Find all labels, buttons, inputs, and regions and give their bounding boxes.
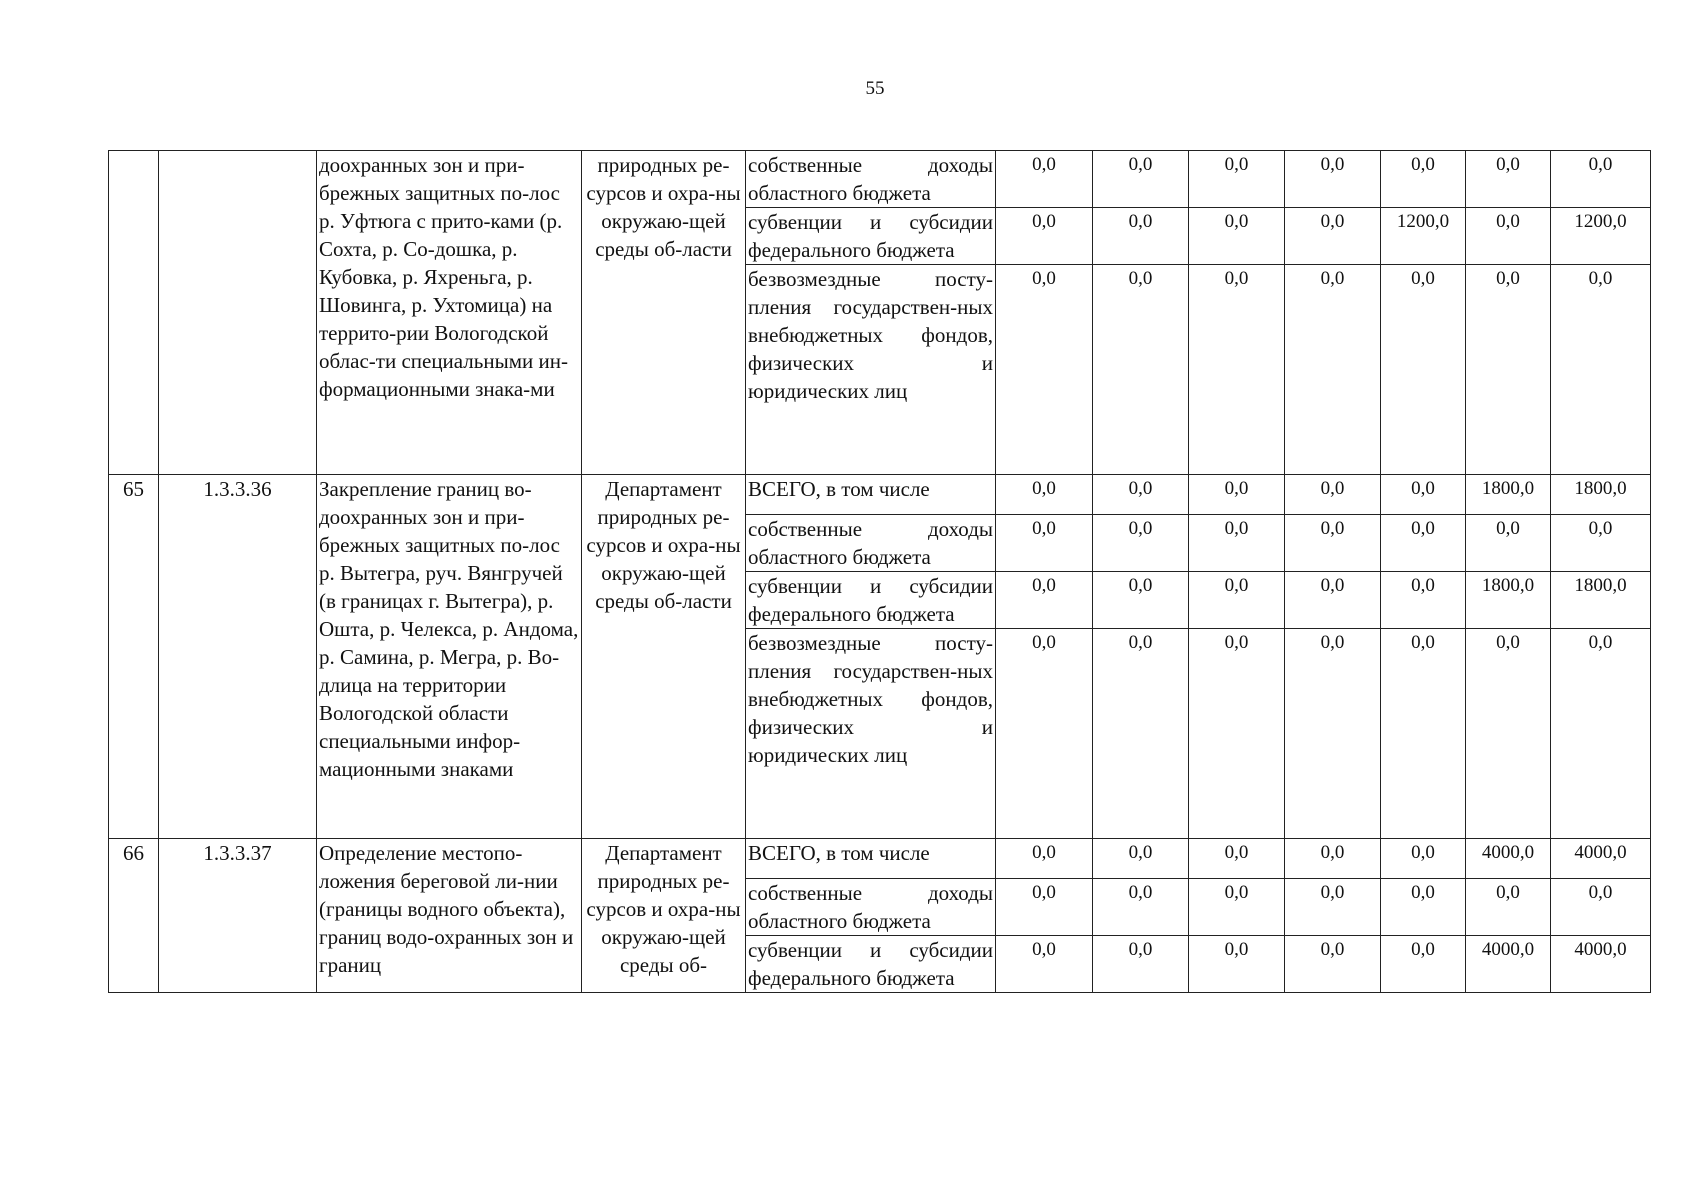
value-cell: 0,0 bbox=[996, 936, 1093, 993]
value-cell: 0,0 bbox=[1381, 151, 1466, 208]
value-cell: 1800,0 bbox=[1466, 475, 1551, 515]
responsible-department: Департамент природных ре-сурсов и охра-ны окружаю-щей среды об-ласти bbox=[582, 475, 746, 839]
value-cell: 0,0 bbox=[1551, 265, 1651, 475]
table-row bbox=[109, 475, 1651, 515]
value-cell: 0,0 bbox=[1285, 879, 1381, 936]
value-cell: 0,0 bbox=[1381, 629, 1466, 839]
value-cell: 1200,0 bbox=[1551, 208, 1651, 265]
value-cell: 0,0 bbox=[1189, 208, 1285, 265]
value-cell: 0,0 bbox=[996, 629, 1093, 839]
responsible-department: Департамент природных ре-сурсов и охра-ны окружаю-щей среды об- bbox=[582, 839, 746, 993]
value-cell: 0,0 bbox=[1381, 572, 1466, 629]
value-cell: 0,0 bbox=[1381, 879, 1466, 936]
responsible-department: природных ре-сурсов и охра-ны окружаю-щей среды об-ласти bbox=[582, 151, 746, 475]
activity-name: Определение местопо-ложения береговой ли-нии (границы водного объекта), границ водо-охранных зон и границ bbox=[317, 839, 582, 993]
value-cell: 0,0 bbox=[1466, 151, 1551, 208]
value-cell: 0,0 bbox=[1093, 208, 1189, 265]
value-cell: 0,0 bbox=[996, 839, 1093, 879]
value-cell: 1200,0 bbox=[1381, 208, 1466, 265]
value-cell: 0,0 bbox=[1466, 265, 1551, 475]
funding-source: ВСЕГО, в том числе bbox=[746, 475, 996, 515]
value-cell: 0,0 bbox=[1466, 879, 1551, 936]
value-cell: 4000,0 bbox=[1466, 839, 1551, 879]
activity-name: Закрепление границ во-доохранных зон и при-брежных защитных по-лос р. Вытегра, руч. Вянгручей (в границах г. Вытегра), р. Ошта, р. Челекса, р. Андома, р. Самина, р. Мегра, р. Во-длица на территории Вологодской области специальными инфор-мационными знаками bbox=[317, 475, 582, 839]
funding-source: безвозмездные посту-пления государствен-ных внебюджетных фондов, физических и юридических лиц bbox=[746, 265, 996, 475]
value-cell: 0,0 bbox=[1093, 879, 1189, 936]
value-cell: 0,0 bbox=[996, 475, 1093, 515]
value-cell: 0,0 bbox=[1551, 151, 1651, 208]
value-cell: 1800,0 bbox=[1551, 475, 1651, 515]
value-cell: 0,0 bbox=[1093, 936, 1189, 993]
activity-name: доохранных зон и при-брежных защитных по-лос р. Уфтюга с прито-ками (р. Сохта, р. Со-дошка, р. Кубовка, р. Яхреньга, р. Шовинга, р. Ухтомица) на террито-рии Вологодской облас-ти специальными ин-формационными знака-ми bbox=[317, 151, 582, 475]
value-cell: 0,0 bbox=[996, 879, 1093, 936]
funding-source: собственные доходы областного бюджета bbox=[746, 879, 996, 936]
value-cell: 0,0 bbox=[1285, 839, 1381, 879]
funding-source: субвенции и субсидии федерального бюджета bbox=[746, 936, 996, 993]
value-cell: 0,0 bbox=[1189, 265, 1285, 475]
value-cell: 0,0 bbox=[1285, 629, 1381, 839]
value-cell: 0,0 bbox=[1285, 572, 1381, 629]
funding-source: собственные доходы областного бюджета bbox=[746, 151, 996, 208]
value-cell: 0,0 bbox=[1381, 936, 1466, 993]
value-cell: 4000,0 bbox=[1551, 839, 1651, 879]
value-cell: 0,0 bbox=[1189, 151, 1285, 208]
funding-source: безвозмездные посту-пления государствен-ных внебюджетных фондов, физических и юридических лиц bbox=[746, 629, 996, 839]
value-cell: 0,0 bbox=[1285, 936, 1381, 993]
funding-source: собственные доходы областного бюджета bbox=[746, 515, 996, 572]
row-code bbox=[159, 151, 317, 475]
table-row bbox=[109, 151, 1651, 208]
row-number: 65 bbox=[109, 475, 159, 839]
value-cell: 0,0 bbox=[1551, 515, 1651, 572]
value-cell: 0,0 bbox=[1189, 515, 1285, 572]
value-cell: 4000,0 bbox=[1466, 936, 1551, 993]
value-cell: 0,0 bbox=[1466, 515, 1551, 572]
value-cell: 0,0 bbox=[1093, 572, 1189, 629]
value-cell: 0,0 bbox=[1093, 839, 1189, 879]
value-cell: 0,0 bbox=[996, 151, 1093, 208]
value-cell: 0,0 bbox=[1189, 572, 1285, 629]
row-number bbox=[109, 151, 159, 475]
value-cell: 0,0 bbox=[1093, 475, 1189, 515]
value-cell: 0,0 bbox=[1093, 265, 1189, 475]
value-cell: 0,0 bbox=[1551, 879, 1651, 936]
value-cell: 4000,0 bbox=[1551, 936, 1651, 993]
value-cell: 0,0 bbox=[1381, 475, 1466, 515]
value-cell: 1800,0 bbox=[1551, 572, 1651, 629]
value-cell: 0,0 bbox=[1285, 265, 1381, 475]
value-cell: 0,0 bbox=[1381, 265, 1466, 475]
value-cell: 0,0 bbox=[1093, 151, 1189, 208]
value-cell: 0,0 bbox=[1466, 208, 1551, 265]
value-cell: 0,0 bbox=[1189, 475, 1285, 515]
value-cell: 0,0 bbox=[1285, 208, 1381, 265]
value-cell: 0,0 bbox=[1285, 475, 1381, 515]
value-cell: 0,0 bbox=[1381, 515, 1466, 572]
budget-table bbox=[108, 150, 1651, 993]
funding-source: субвенции и субсидии федерального бюджета bbox=[746, 572, 996, 629]
value-cell: 1800,0 bbox=[1466, 572, 1551, 629]
funding-source: ВСЕГО, в том числе bbox=[746, 839, 996, 879]
table-row bbox=[109, 839, 1651, 879]
value-cell: 0,0 bbox=[1189, 936, 1285, 993]
funding-source: субвенции и субсидии федерального бюджета bbox=[746, 208, 996, 265]
page-number: 55 bbox=[865, 78, 885, 99]
value-cell: 0,0 bbox=[1551, 629, 1651, 839]
value-cell: 0,0 bbox=[1381, 839, 1466, 879]
row-code: 1.3.3.36 bbox=[159, 475, 317, 839]
value-cell: 0,0 bbox=[1285, 515, 1381, 572]
value-cell: 0,0 bbox=[1189, 629, 1285, 839]
value-cell: 0,0 bbox=[1093, 515, 1189, 572]
row-number: 66 bbox=[109, 839, 159, 993]
value-cell: 0,0 bbox=[1285, 151, 1381, 208]
value-cell: 0,0 bbox=[1093, 629, 1189, 839]
value-cell: 0,0 bbox=[1189, 839, 1285, 879]
row-code: 1.3.3.37 bbox=[159, 839, 317, 993]
value-cell: 0,0 bbox=[996, 515, 1093, 572]
value-cell: 0,0 bbox=[996, 572, 1093, 629]
value-cell: 0,0 bbox=[996, 208, 1093, 265]
value-cell: 0,0 bbox=[996, 265, 1093, 475]
value-cell: 0,0 bbox=[1189, 879, 1285, 936]
value-cell: 0,0 bbox=[1466, 629, 1551, 839]
